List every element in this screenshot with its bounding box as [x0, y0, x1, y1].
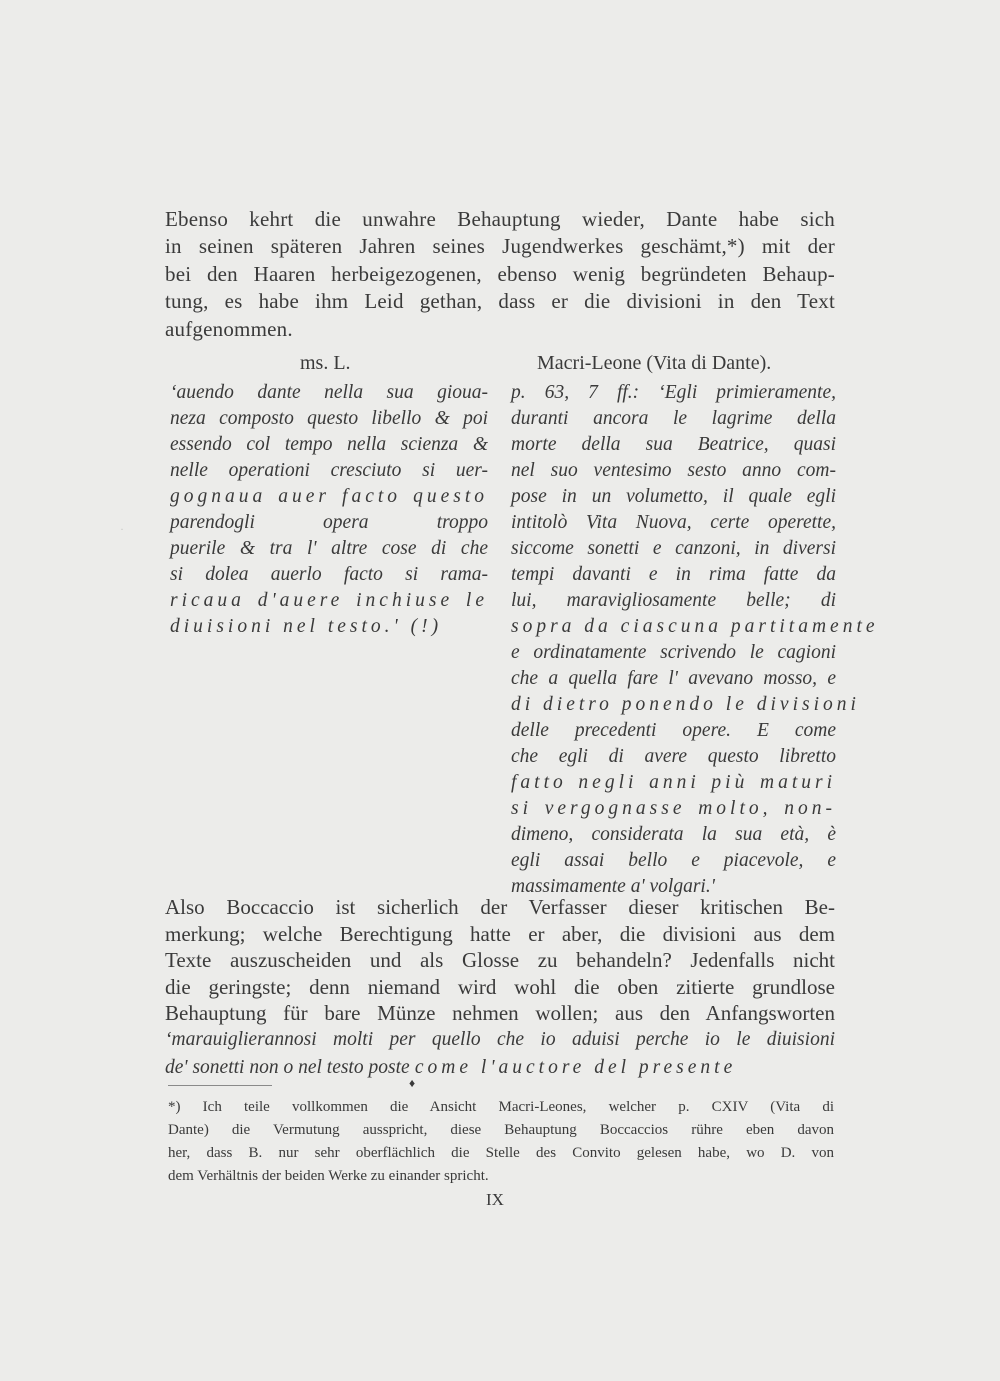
paragraph-line: merkung; welche Berechtigung hatte er aber, die divisioni aus dem [165, 921, 835, 946]
left-quote-line: diuisioni nel testo.' (!) [170, 616, 443, 637]
left-column-quote [170, 380, 488, 640]
left-quote-line: nelle operationi cresciuto si uer- [170, 460, 488, 481]
paragraph-line: Also Boccaccio ist sicherlich der Verfasser dieser kritischen Be- [165, 895, 835, 919]
left-quote-line: gognaua auer facto questo [170, 486, 488, 507]
footnote-line: dem Verhältnis der beiden Werke zu einander spricht. [168, 1168, 489, 1184]
left-quote-line: ‘auendo dante nella sua gioua- [170, 382, 488, 403]
left-quote-line: ricaua d'auere inchiuse le [170, 590, 488, 611]
left-quote-line: parendogli opera troppo [170, 512, 488, 533]
right-column-quote [511, 380, 879, 900]
right-quote-line: intitolò Vita Nuova, certe operette, [511, 512, 836, 533]
right-column-heading: Macri-Leone (Vita di Dante). [537, 352, 772, 374]
footnote-line: *) Ich teile vollkommen die Ansicht Macri-Leones, welcher p. CXIV (Vita di [168, 1099, 834, 1115]
intro-line: Ebenso kehrt die unwahre Behauptung wieder, Dante habe sich [165, 207, 835, 231]
left-quote-line: neza composto questo libello & poi [170, 408, 488, 429]
right-quote-line: di dietro ponendo le divisioni [511, 694, 860, 715]
right-quote-line: duranti ancora le lagrime della [511, 408, 836, 429]
right-quote-line: egli assai bello e piacevole, e [511, 850, 836, 871]
right-quote-line: si vergognasse molto, non- [511, 798, 836, 819]
spaced-quote-fragment: come l'auctore del presente [414, 1057, 737, 1078]
margin-stain: · [120, 522, 124, 536]
right-quote-line: lui, maravigliosamente belle; di [511, 590, 836, 611]
boccaccio-paragraph [165, 894, 835, 1082]
intro-line: in seinen späteren Jahren seines Jugendwerkes geschämt,*) mit der [165, 234, 835, 259]
right-quote-line: che a quella fare l' avevano mosso, e [511, 668, 836, 689]
footnote-line: Dante) die Vermutung ausspricht, diese Behauptung Boccaccios rühre eben davon [168, 1122, 834, 1138]
right-quote-line: dimeno, considerata la sua età, è [511, 824, 836, 845]
intro-line: bei den Haaren herbeigezogenen, ebenso wenig begründeten Behaup- [165, 261, 835, 286]
paragraph-line: Behauptung für bare Münze nehmen wollen; aus den Anfangsworten [165, 1001, 835, 1025]
right-quote-line: morte della sua Beatrice, quasi [511, 434, 836, 455]
intro-line: aufgenommen. [165, 316, 293, 341]
paragraph-last-line [165, 1053, 835, 1082]
left-quote-line: si dolea auerlo facto si rama- [170, 564, 488, 585]
right-quote-line: sopra da ciascuna partitamente [511, 616, 879, 637]
footnote-line: her, dass B. nur sehr oberflächlich die Stelle des Convito gelesen habe, wo D. von [168, 1145, 834, 1161]
left-quote-line: puerile & tra l' altre cose di che [170, 538, 488, 559]
intro-paragraph [165, 206, 835, 343]
left-quote-line: essendo col tempo nella scienza & [170, 434, 488, 455]
printer-mark: ♦ [409, 1076, 416, 1090]
right-quote-line: p. 63, 7 ff.: ‘Egli primieramente, [511, 382, 836, 403]
quote-fragment: de' sonetti non o nel testo poste [165, 1057, 410, 1078]
right-quote-line: delle precedenti opere. E come [511, 720, 836, 741]
right-quote-line: e ordinatamente scrivendo le cagioni [511, 642, 836, 663]
right-quote-line: massimamente a' volgari.' [511, 876, 715, 897]
footnote-rule [168, 1085, 272, 1086]
right-quote-line: pose in un volumetto, il quale egli [511, 486, 836, 507]
right-quote-line: fatto negli anni più maturi [511, 772, 836, 793]
right-quote-line: che egli di avere questo libretto [511, 746, 836, 767]
intro-line: tung, es habe ihm Leid gethan, dass er die divisioni in den Text [165, 289, 835, 314]
page-number: IX [486, 1190, 504, 1209]
paragraph-line: die geringste; denn niemand wird wohl die oben zitierte grundlose [165, 974, 835, 999]
footnote [168, 1096, 834, 1188]
right-quote-line: nel suo ventesimo sesto anno com- [511, 460, 836, 481]
right-quote-line: siccome sonetti e canzoni, in diversi [511, 538, 836, 559]
paragraph-line: Texte auszuscheiden und als Glosse zu behandeln? Jedenfalls nicht [165, 948, 835, 972]
right-quote-line: tempi davanti e in rima fatte da [511, 564, 836, 585]
paragraph-italic-line: ‘marauiglierannosi molti per quello che io aduisi perche io le diuisioni [165, 1028, 835, 1050]
left-column-heading: ms. L. [300, 352, 351, 374]
